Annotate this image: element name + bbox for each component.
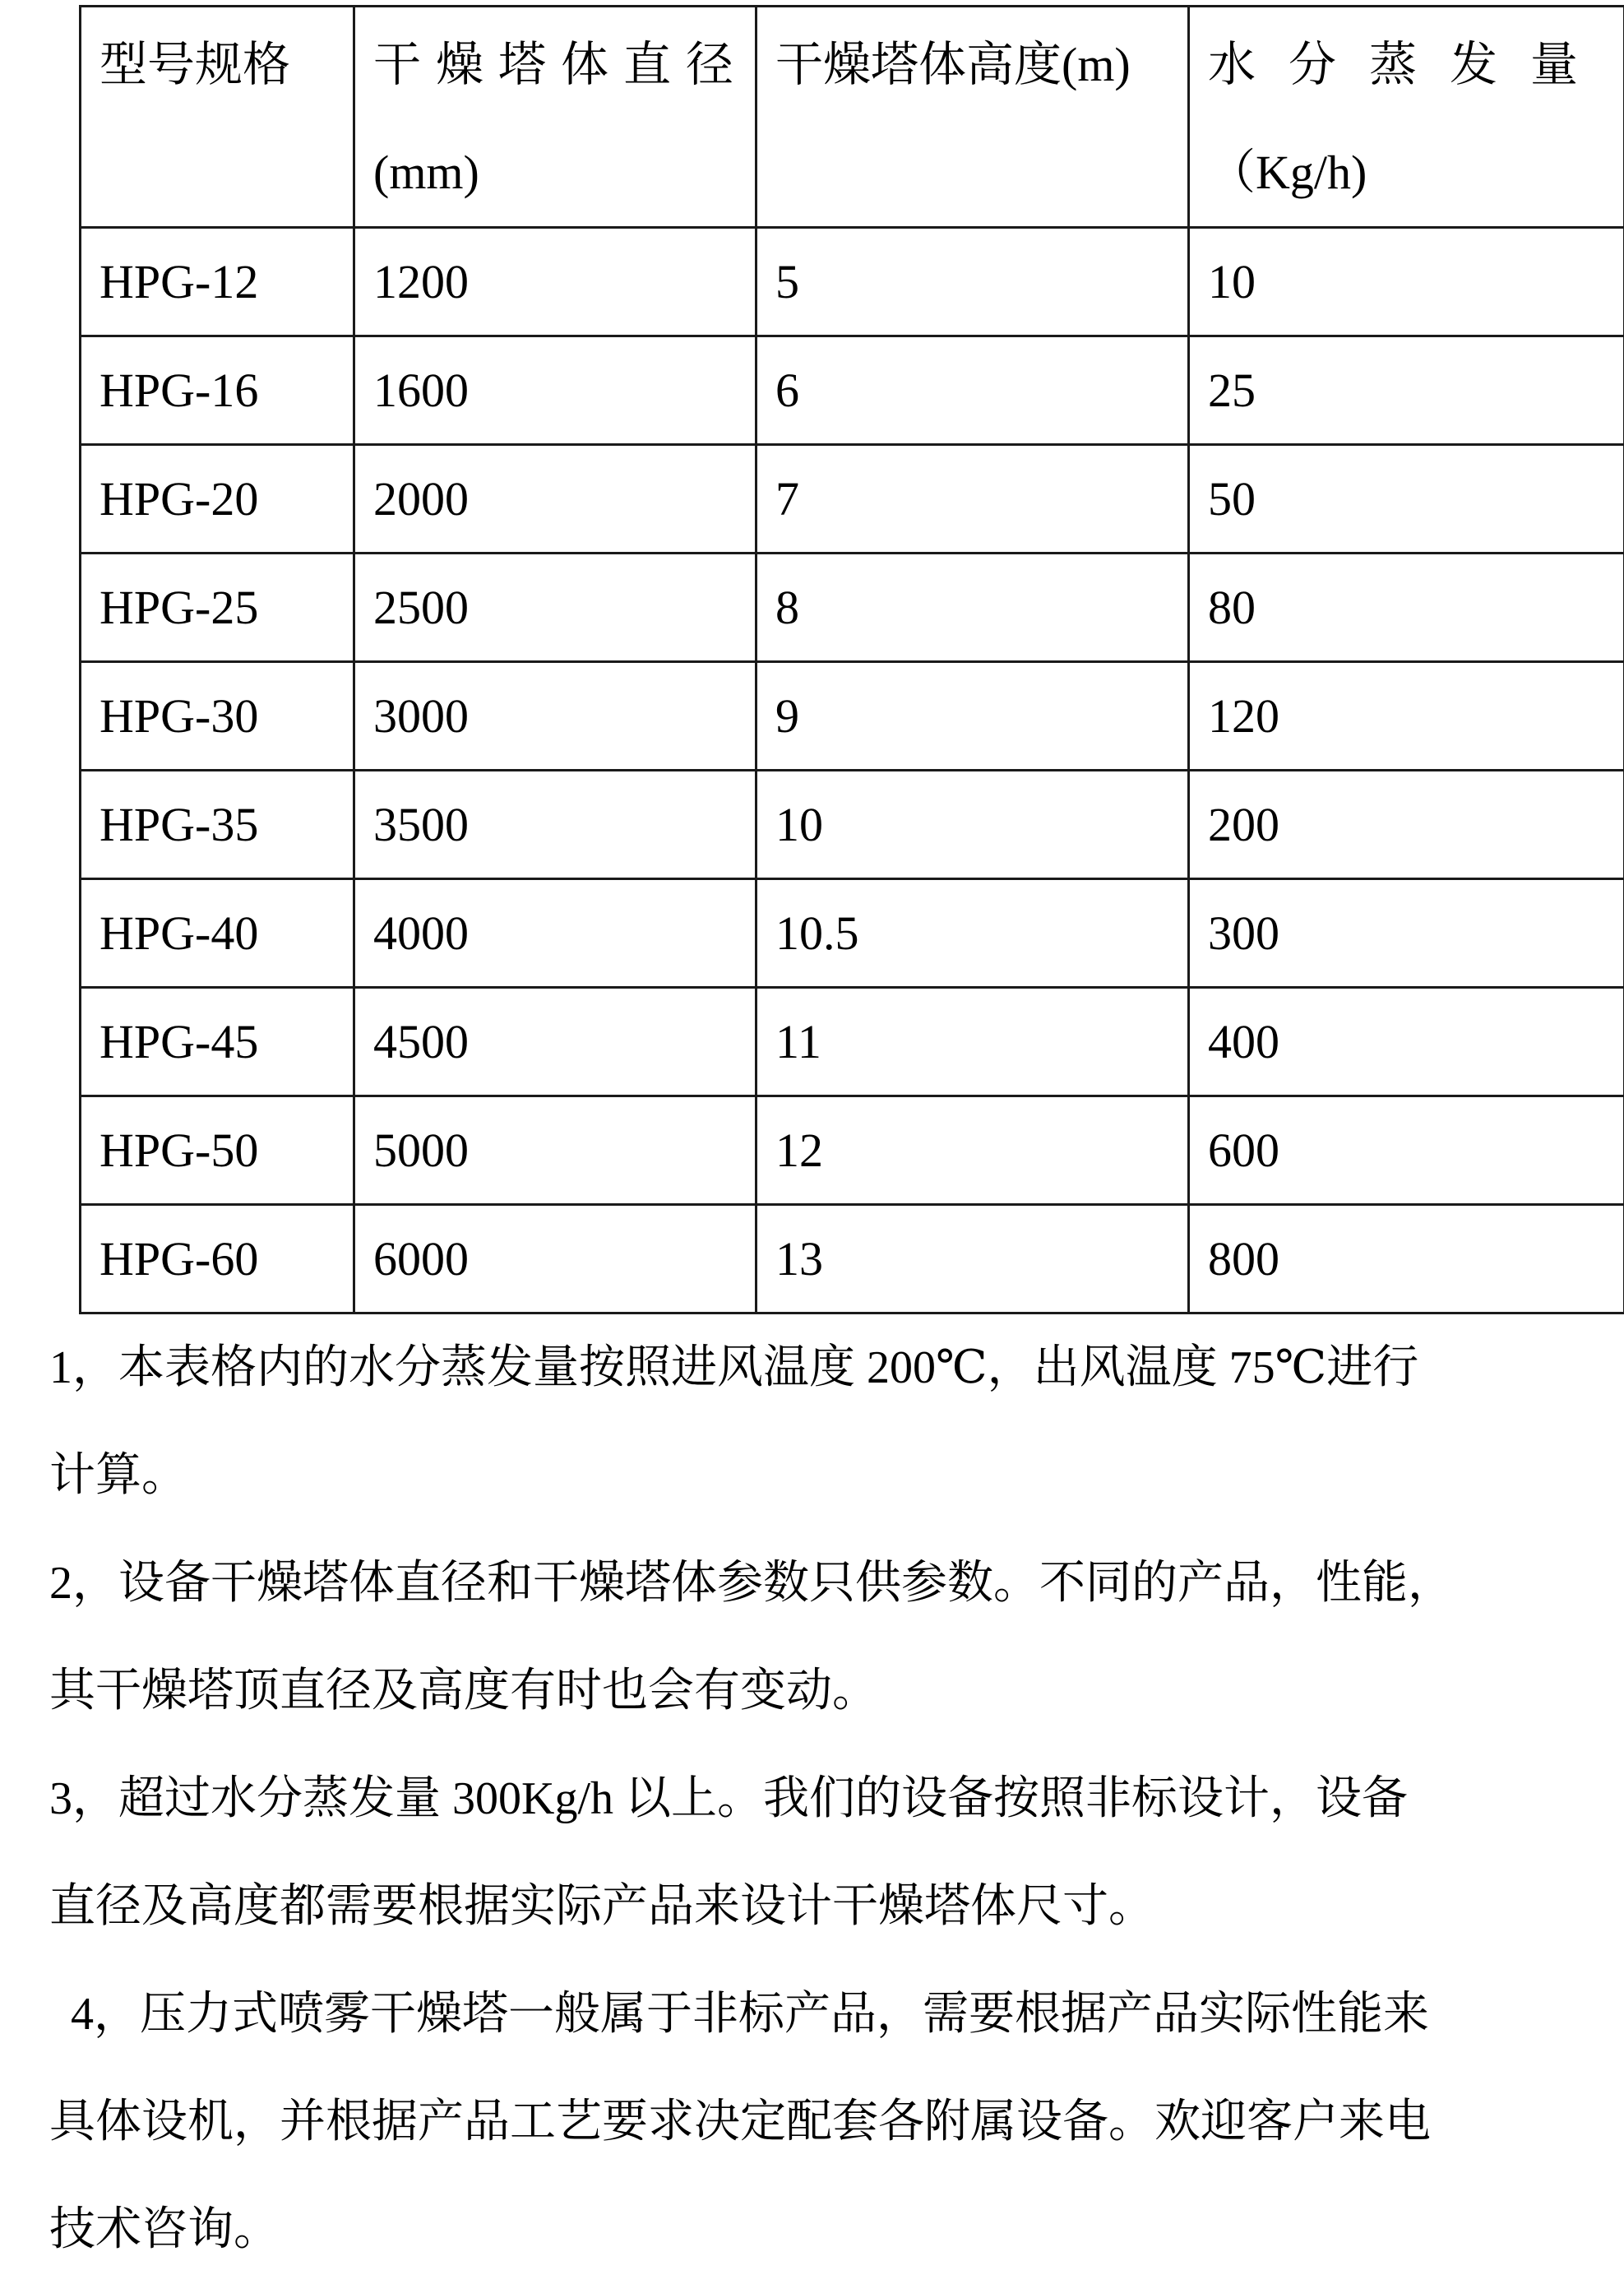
note-text-line: 直径及高度都需要根据实际产品来设计干燥塔体尺寸。 — [49, 1853, 1546, 1961]
cell-diameter: 4500 — [354, 988, 756, 1096]
table-row — [81, 879, 1624, 988]
header-height — [756, 7, 1189, 228]
cell-evaporation: 80 — [1189, 554, 1624, 662]
cell-height: 7 — [756, 445, 1189, 554]
cell-model: HPG-16 — [81, 336, 354, 445]
cell-height: 9 — [756, 662, 1189, 771]
cell-diameter: 3000 — [354, 662, 756, 771]
cell-evaporation: 25 — [1189, 336, 1624, 445]
note-4 — [49, 1961, 1546, 2284]
cell-evaporation: 800 — [1189, 1205, 1624, 1313]
header-model-label: 型号规格 — [99, 11, 353, 118]
header-diameter-unit: (mm) — [373, 118, 755, 226]
header-evaporation-label: 水分蒸发量 — [1208, 11, 1623, 118]
table-row — [81, 662, 1624, 771]
cell-height: 6 — [756, 336, 1189, 445]
cell-model: HPG-25 — [81, 554, 354, 662]
cell-evaporation: 50 — [1189, 445, 1624, 554]
header-evaporation-unit: （Kg/h) — [1208, 118, 1623, 226]
table-row — [81, 554, 1624, 662]
note-text-line: 具体设机，并根据产品工艺要求决定配套各附属设备。欢迎客户来电 — [49, 2069, 1546, 2176]
note-3 — [49, 1745, 1546, 1961]
header-evaporation — [1189, 7, 1624, 228]
cell-diameter: 3500 — [354, 771, 756, 879]
note-text-line: 技术咨询。 — [49, 2176, 1546, 2284]
cell-diameter: 4000 — [354, 879, 756, 988]
note-text-line: 2，设备干燥塔体直径和干燥塔体参数只供参数。不同的产品，性能， — [49, 1530, 1546, 1638]
cell-model: HPG-12 — [81, 228, 354, 336]
cell-height: 5 — [756, 228, 1189, 336]
table-row — [81, 445, 1624, 554]
note-1 — [49, 1314, 1546, 1530]
table-row — [81, 228, 1624, 336]
table-row — [81, 771, 1624, 879]
cell-evaporation: 300 — [1189, 879, 1624, 988]
table-row — [81, 988, 1624, 1096]
cell-diameter: 2500 — [354, 554, 756, 662]
cell-height: 10 — [756, 771, 1189, 879]
cell-height: 12 — [756, 1096, 1189, 1205]
notes-section — [49, 1314, 1546, 2284]
header-model — [81, 7, 354, 228]
note-2 — [49, 1530, 1546, 1745]
cell-height: 8 — [756, 554, 1189, 662]
cell-model: HPG-60 — [81, 1205, 354, 1313]
note-text-line: 3，超过水分蒸发量 300Kg/h 以上。我们的设备按照非标设计，设备 — [49, 1745, 1546, 1853]
table-row — [81, 1205, 1624, 1313]
cell-evaporation: 10 — [1189, 228, 1624, 336]
note-text-line: 其干燥塔顶直径及高度有时也会有变动。 — [49, 1638, 1546, 1745]
cell-model: HPG-35 — [81, 771, 354, 879]
note-text-line: 1，本表格内的水分蒸发量按照进风温度 200℃，出风温度 75℃进行 — [49, 1314, 1546, 1422]
cell-height: 13 — [756, 1205, 1189, 1313]
cell-model: HPG-45 — [81, 988, 354, 1096]
cell-diameter: 2000 — [354, 445, 756, 554]
header-height-label: 干燥塔体高度(m) — [775, 11, 1187, 118]
cell-evaporation: 200 — [1189, 771, 1624, 879]
table-row — [81, 1096, 1624, 1205]
cell-evaporation: 400 — [1189, 988, 1624, 1096]
header-diameter-label: 干燥塔体直径 — [373, 11, 755, 118]
cell-model: HPG-50 — [81, 1096, 354, 1205]
table-row — [81, 336, 1624, 445]
cell-diameter: 6000 — [354, 1205, 756, 1313]
note-text-line: 4，压力式喷雾干燥塔一般属于非标产品，需要根据产品实际性能来 — [49, 1961, 1546, 2069]
cell-model: HPG-40 — [81, 879, 354, 988]
cell-diameter: 5000 — [354, 1096, 756, 1205]
cell-diameter: 1600 — [354, 336, 756, 445]
cell-evaporation: 600 — [1189, 1096, 1624, 1205]
cell-evaporation: 120 — [1189, 662, 1624, 771]
spec-table — [79, 5, 1624, 1314]
header-diameter — [354, 7, 756, 228]
note-text-line: 计算。 — [49, 1422, 1546, 1530]
cell-height: 11 — [756, 988, 1189, 1096]
table-header-row — [81, 7, 1624, 228]
cell-model: HPG-30 — [81, 662, 354, 771]
cell-diameter: 1200 — [354, 228, 756, 336]
cell-model: HPG-20 — [81, 445, 354, 554]
cell-height: 10.5 — [756, 879, 1189, 988]
